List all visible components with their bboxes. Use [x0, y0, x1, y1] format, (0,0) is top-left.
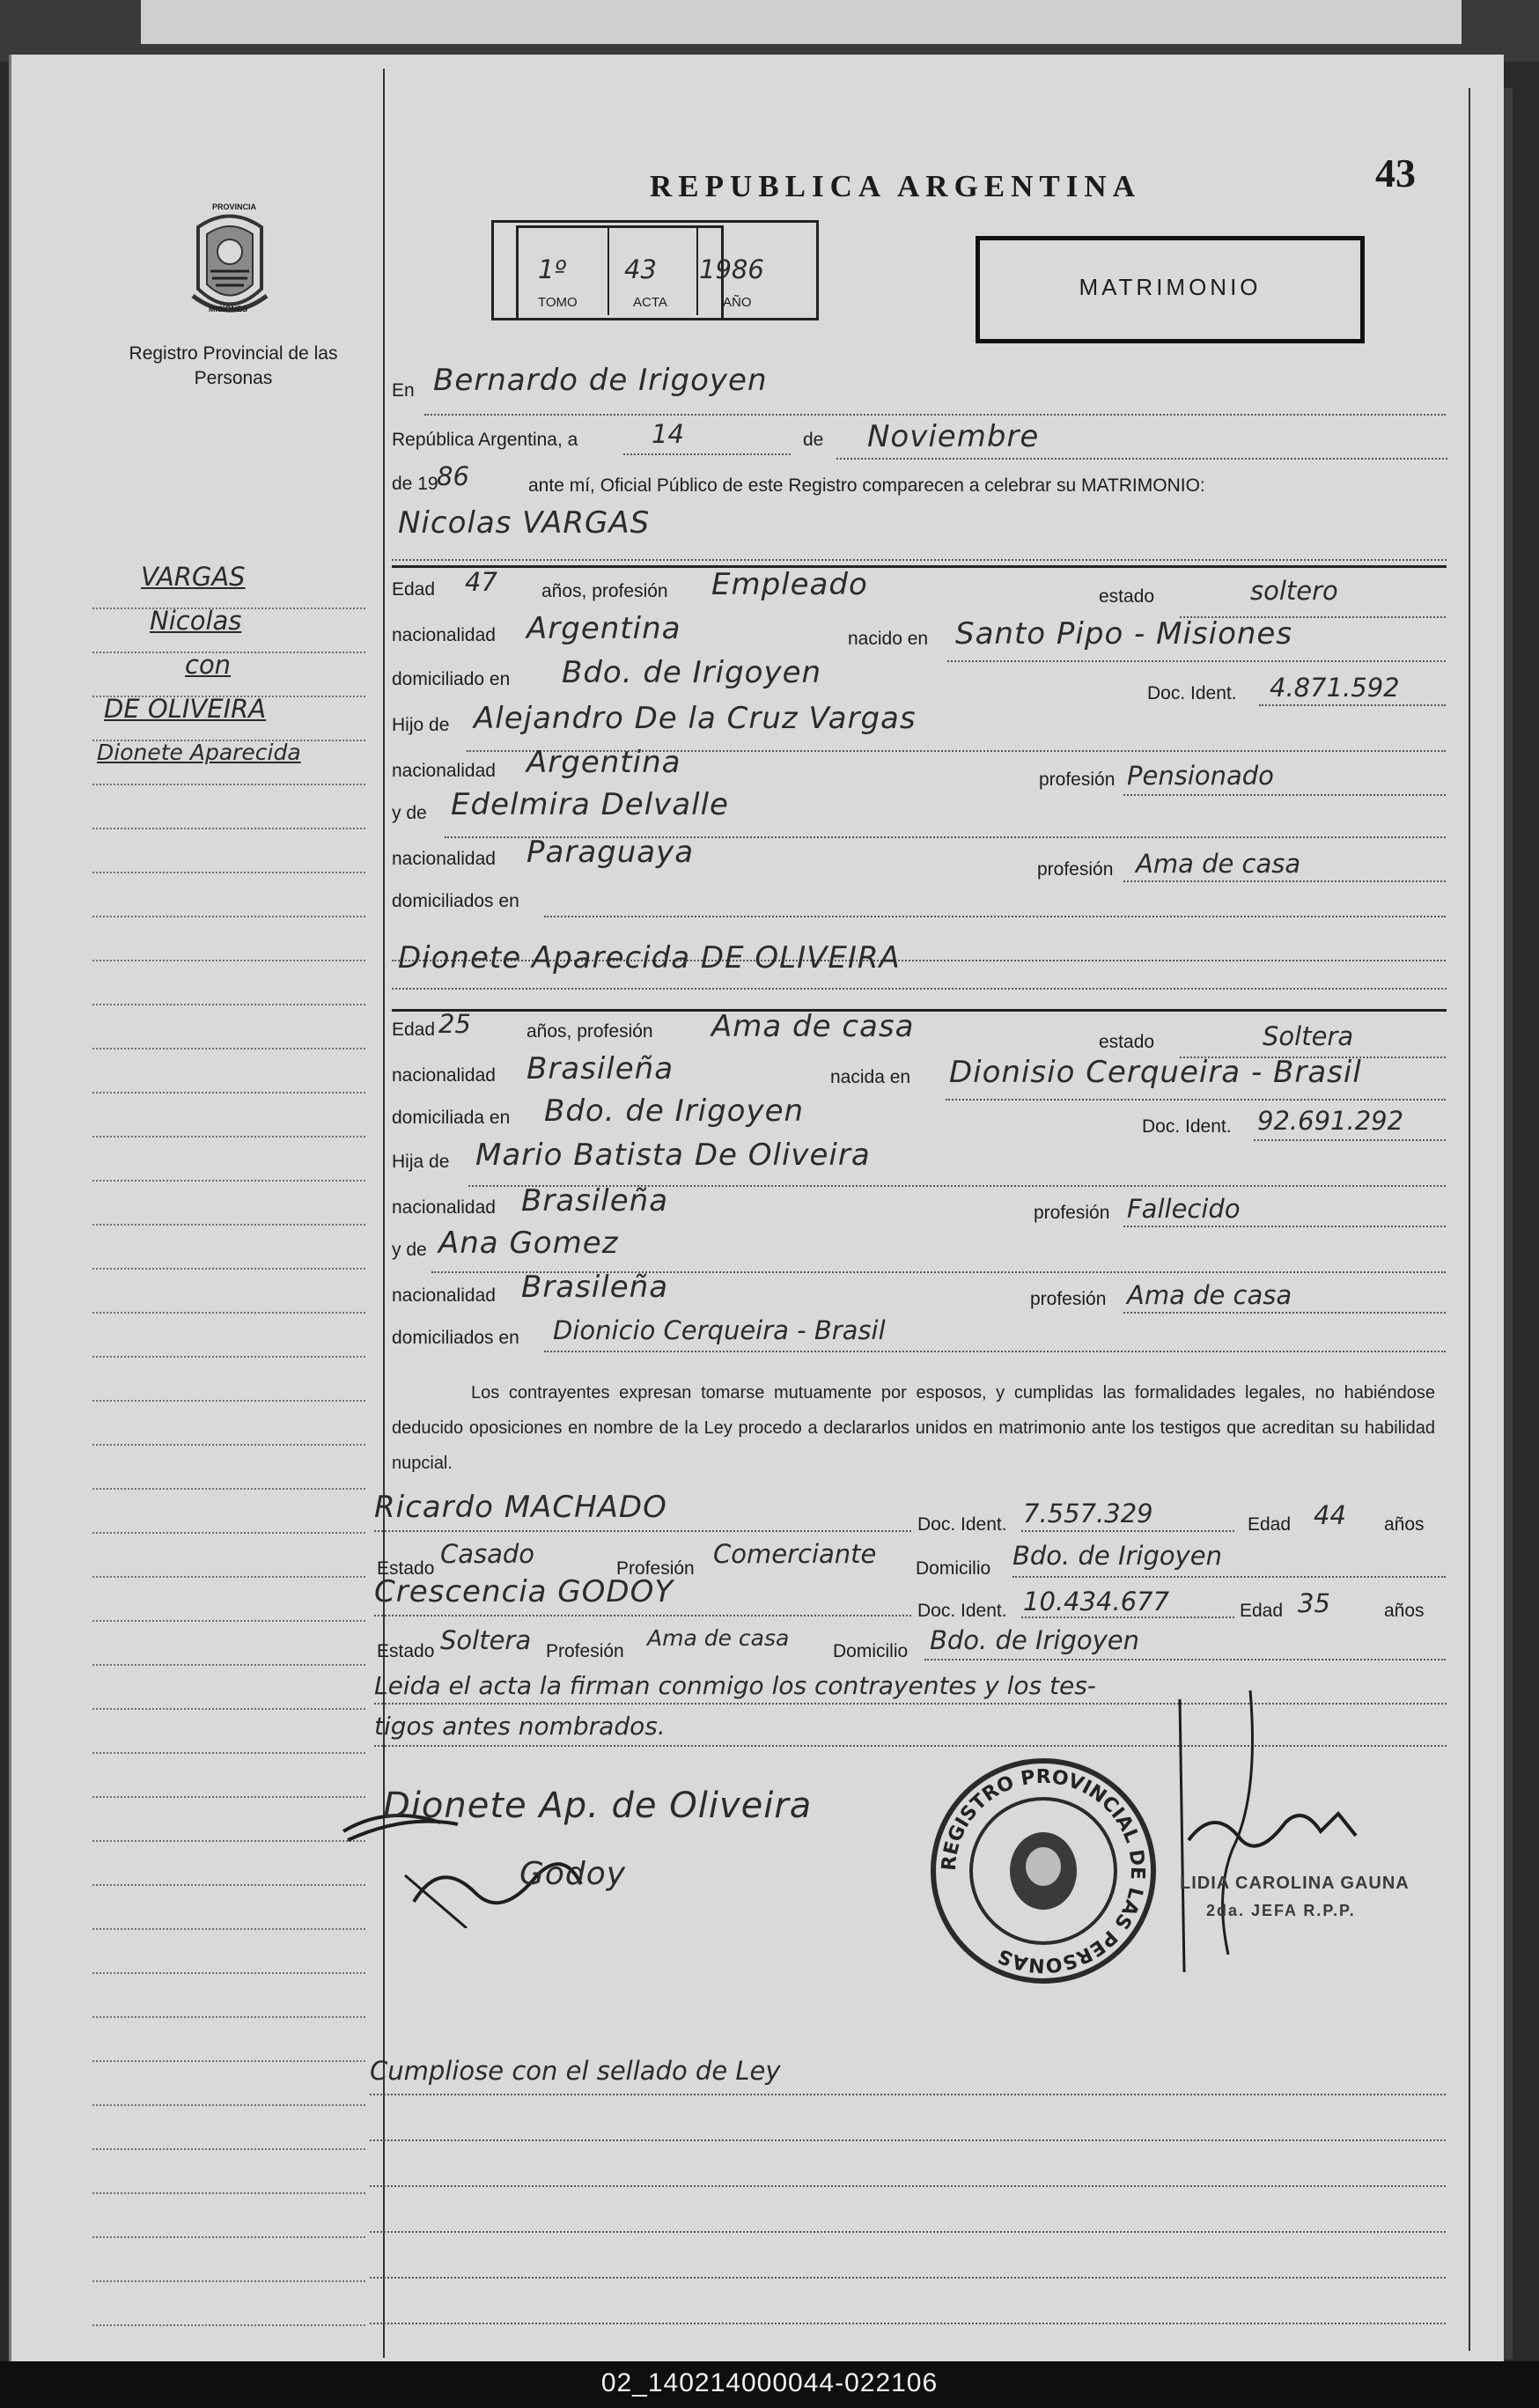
groom-nationality: Argentina — [526, 611, 681, 646]
groom-mother-profession: Ama de casa — [1136, 849, 1301, 879]
margin-firstname: Nicolas — [150, 606, 242, 636]
bride-mother-nationality: Brasileña — [521, 1270, 669, 1305]
provincial-crest — [180, 201, 279, 324]
witness2-doc-label: Doc. Ident. — [917, 1601, 1007, 1621]
bride-mother-prof-label: profesión — [1030, 1289, 1107, 1309]
witness1-civil-status: Casado — [440, 1539, 535, 1569]
groom-mother-nationality: Paraguaya — [526, 835, 695, 870]
margin-ruled-line — [92, 2236, 365, 2238]
official-name: LIDIA CAROLINA GAUNA — [1180, 1874, 1410, 1893]
record-type-box — [976, 236, 1365, 343]
bride-doc: 92.691.292 — [1257, 1106, 1404, 1136]
scanner-top-edge — [0, 0, 1539, 62]
margin-ruled-line — [92, 1664, 365, 1666]
witness2-anos-label: años — [1384, 1601, 1425, 1621]
bride-edad-label: Edad — [392, 1020, 436, 1040]
witness1-name: Ricardo MACHADO — [374, 1490, 667, 1525]
groom-mother-prof-label: profesión — [1037, 859, 1114, 880]
bride-signature — [335, 1770, 880, 1928]
witness1-anos-label: años — [1384, 1514, 1425, 1535]
bride-mother-profession: Ama de casa — [1127, 1280, 1292, 1310]
witness2-edad-label: Edad — [1240, 1601, 1284, 1621]
bride-father-nat-label: nacionalidad — [392, 1197, 496, 1218]
groom-father-profession: Pensionado — [1127, 761, 1274, 791]
witness2-prof-label: Profesión — [546, 1641, 624, 1661]
bride-nacida-label: nacida en — [830, 1067, 911, 1087]
bride-dom-label: domiciliada en — [392, 1108, 511, 1128]
groom-mother-label: y de — [392, 803, 427, 823]
witness2-name: Crescencia GODOY — [374, 1574, 674, 1609]
registry-stamp — [924, 1752, 1162, 1990]
stamp-text: REGISTRO PROVINCIAL DE LAS PERSONAS — [938, 1765, 1149, 1977]
witness1-age: 44 — [1314, 1500, 1346, 1530]
groom-father-nationality: Argentina — [526, 745, 681, 780]
previous-page-edge — [141, 0, 1462, 44]
margin-ruled-line — [92, 1796, 365, 1798]
bride-profession: Ama de casa — [711, 1009, 915, 1044]
margin-ruled-line — [92, 872, 365, 873]
margin-ruled-line — [92, 784, 365, 785]
margin-ruled-line — [92, 960, 365, 961]
margin-rule — [383, 69, 385, 2358]
groom-age: 47 — [465, 567, 497, 597]
scan-id: 02_140214000044-022106 — [600, 2368, 939, 2397]
bride-birthplace: Dionisio Cerqueira - Brasil — [949, 1055, 1362, 1090]
margin-ruled-line — [92, 2104, 365, 2106]
year-prefix: de 19 — [392, 474, 438, 494]
witness2-estado-label: Estado — [377, 1641, 435, 1661]
margin-bride-surname: DE OLIVEIRA — [104, 694, 267, 724]
groom-father-nat-label: nacionalidad — [392, 761, 496, 781]
blank-ruled-line — [370, 2139, 1446, 2141]
groom-profession: Empleado — [711, 567, 868, 602]
bride-nac-label: nacionalidad — [392, 1065, 496, 1086]
bride-civil-status: Soltera — [1263, 1021, 1354, 1051]
acta-label: ACTA — [633, 295, 667, 310]
de-label: de — [803, 430, 824, 450]
margin-ruled-line — [92, 1312, 365, 1314]
witness1-doc: 7.557.329 — [1023, 1499, 1153, 1528]
groom-father-prof-label: profesión — [1039, 770, 1116, 790]
margin-ruled-line — [92, 1048, 365, 1049]
bride-parents-dom-label: domiciliados en — [392, 1328, 519, 1348]
blank-ruled-line — [370, 2277, 1446, 2279]
volume-box — [491, 220, 819, 320]
bride-name: Dionete Aparecida DE OLIVEIRA — [398, 940, 901, 976]
witness2-age: 35 — [1298, 1588, 1330, 1618]
intro-rest: ante mí, Oficial Público de este Registro comparecen a celebrar su MATRIMONIO: — [528, 475, 1205, 496]
groom-doc: 4.871.592 — [1270, 673, 1400, 703]
witness1-dom-label: Domicilio — [916, 1558, 991, 1579]
margin-ruled-line — [92, 2148, 365, 2150]
witness1-doc-label: Doc. Ident. — [917, 1514, 1007, 1535]
bride-mother: Ana Gomez — [438, 1226, 619, 1261]
margin-ruled-line — [92, 1400, 365, 1402]
year-suffix: 86 — [437, 461, 469, 491]
margin-ruled-line — [92, 1972, 365, 1974]
bride-mother-label: y de — [392, 1240, 427, 1260]
margin-ruled-line — [92, 1620, 365, 1622]
page-number: 43 — [1375, 151, 1416, 195]
groom-edad-label: Edad — [392, 579, 436, 600]
groom-estado-label: estado — [1099, 586, 1155, 607]
declaration-text: Los contrayentes expresan tomarse mutuamente por esposos, y cumplidas las formalidades legales, no habiéndose deducido oposiciones en nombre de la Ley procedo a declararlos unidos en matrimonio ante los testigos que acreditan su habilidad nupcial. — [392, 1383, 1435, 1473]
margin-ruled-line — [92, 916, 365, 917]
margin-ruled-line — [92, 1532, 365, 1534]
margin-ruled-line — [92, 1180, 365, 1182]
witness-signature-text: Godoy — [519, 1856, 627, 1892]
blank-ruled-line — [370, 2185, 1446, 2187]
margin-ruled-line — [92, 2060, 365, 2062]
republica-label: República Argentina, a — [392, 430, 578, 450]
bride-nationality: Brasileña — [526, 1051, 674, 1086]
margin-ruled-line — [92, 2192, 365, 2194]
crest-bottom-label: MISIONES — [209, 305, 248, 313]
bride-doc-label: Doc. Ident. — [1142, 1116, 1232, 1137]
groom-nacido-label: nacido en — [848, 629, 929, 649]
witness2-domicile: Bdo. de Irigoyen — [930, 1625, 1140, 1655]
margin-ruled-line — [92, 1576, 365, 1578]
margin-ruled-line — [92, 2280, 365, 2282]
bride-father-label: Hija de — [392, 1152, 450, 1172]
month: Noviembre — [867, 419, 1040, 454]
margin-ruled-line — [92, 1092, 365, 1094]
place: Bernardo de Irigoyen — [433, 363, 768, 398]
margin-ruled-line — [92, 1884, 365, 1886]
bride-age: 25 — [438, 1009, 471, 1039]
witness1-estado-label: Estado — [377, 1558, 435, 1579]
groom-father: Alejandro De la Cruz Vargas — [474, 701, 917, 736]
margin-ruled-line — [92, 1004, 365, 1005]
groom-father-label: Hijo de — [392, 715, 450, 735]
bride-signature-text: Dionete Ap. de Oliveira — [383, 1786, 813, 1826]
ano-value: 1986 — [699, 254, 764, 284]
record-type: MATRIMONIO — [1079, 274, 1262, 300]
margin-ruled-line — [92, 1928, 365, 1930]
witness1-domicile: Bdo. de Irigoyen — [1012, 1541, 1223, 1571]
closing-line-1: Leida el acta la firman conmigo los contrayentes y los tes- — [374, 1671, 1096, 1700]
witness2-civil-status: Soltera — [440, 1625, 532, 1655]
margin-ruled-line — [92, 1840, 365, 1842]
registry-name: Registro Provincial de las Personas — [129, 343, 338, 388]
witness2-doc: 10.434.677 — [1023, 1587, 1170, 1616]
groom-parents-dom-label: domiciliados en — [392, 891, 519, 911]
groom-domicile: Bdo. de Irigoyen — [562, 655, 822, 690]
acta-value: 43 — [624, 254, 657, 284]
blank-ruled-line — [370, 2323, 1446, 2324]
groom-doc-label: Doc. Ident. — [1147, 683, 1237, 703]
groom-mother: Edelmira Delvalle — [451, 787, 729, 822]
crest-top-label: PROVINCIA — [212, 203, 257, 211]
margin-ruled-line — [92, 1488, 365, 1490]
groom-nac-label: nacionalidad — [392, 625, 496, 645]
margin-ruled-line — [92, 2016, 365, 2018]
tomo-label: TOMO — [538, 295, 578, 310]
margin-surname: VARGAS — [141, 562, 246, 592]
margin-ruled-line — [92, 1444, 365, 1446]
groom-mother-nat-label: nacionalidad — [392, 849, 496, 869]
groom-civil-status: soltero — [1250, 576, 1338, 606]
tomo-value: 1º — [538, 254, 567, 284]
groom-birthplace: Santo Pipo - Misiones — [955, 616, 1293, 652]
margin-ruled-line — [92, 2324, 365, 2326]
official-title: 2da. JEFA R.P.P. — [1206, 1902, 1356, 1919]
margin-con: con — [185, 650, 232, 680]
witness2-profession: Ama de casa — [647, 1625, 790, 1651]
country-title: REPUBLICA ARGENTINA — [650, 169, 1141, 203]
day: 14 — [652, 419, 684, 449]
groom-name: Nicolas VARGAS — [398, 505, 651, 541]
witness1-prof-label: Profesión — [616, 1558, 695, 1579]
bride-parents-domicile: Dionicio Cerqueira - Brasil — [553, 1315, 886, 1345]
witness1-edad-label: Edad — [1248, 1514, 1292, 1535]
ano-label: AÑO — [723, 295, 752, 310]
margin-ruled-line — [92, 1708, 365, 1710]
en-label: En — [392, 380, 415, 401]
bride-father-prof-label: profesión — [1034, 1203, 1110, 1223]
register-page — [9, 55, 1504, 2361]
witness2-dom-label: Domicilio — [833, 1641, 909, 1661]
bride-prof-label: años, profesión — [526, 1021, 653, 1042]
bride-estado-label: estado — [1099, 1032, 1155, 1052]
bride-mother-nat-label: nacionalidad — [392, 1285, 496, 1306]
margin-ruled-line — [92, 828, 365, 829]
compliance-note: Cumpliose con el sellado de Ley — [370, 2056, 781, 2086]
blank-ruled-line — [370, 2231, 1446, 2233]
margin-bride-firstname: Dionete Aparecida — [97, 740, 301, 765]
groom-dom-label: domiciliado en — [392, 669, 511, 689]
margin-ruled-line — [92, 1268, 365, 1270]
bride-father: Mario Batista De Oliveira — [475, 1138, 871, 1173]
margin-ruled-line — [92, 1136, 365, 1138]
groom-prof-label: años, profesión — [541, 581, 668, 601]
witness1-profession: Comerciante — [713, 1539, 877, 1569]
official-signature — [1145, 1690, 1426, 1972]
bride-domicile: Bdo. de Irigoyen — [544, 1094, 805, 1129]
closing-line-2: tigos antes nombrados. — [374, 1712, 666, 1741]
right-rule — [1469, 88, 1470, 2351]
bride-father-profession: Fallecido — [1127, 1194, 1241, 1224]
margin-ruled-line — [92, 1224, 365, 1226]
margin-ruled-line — [92, 1752, 365, 1754]
margin-ruled-line — [92, 1356, 365, 1358]
bride-father-nationality: Brasileña — [521, 1183, 669, 1219]
